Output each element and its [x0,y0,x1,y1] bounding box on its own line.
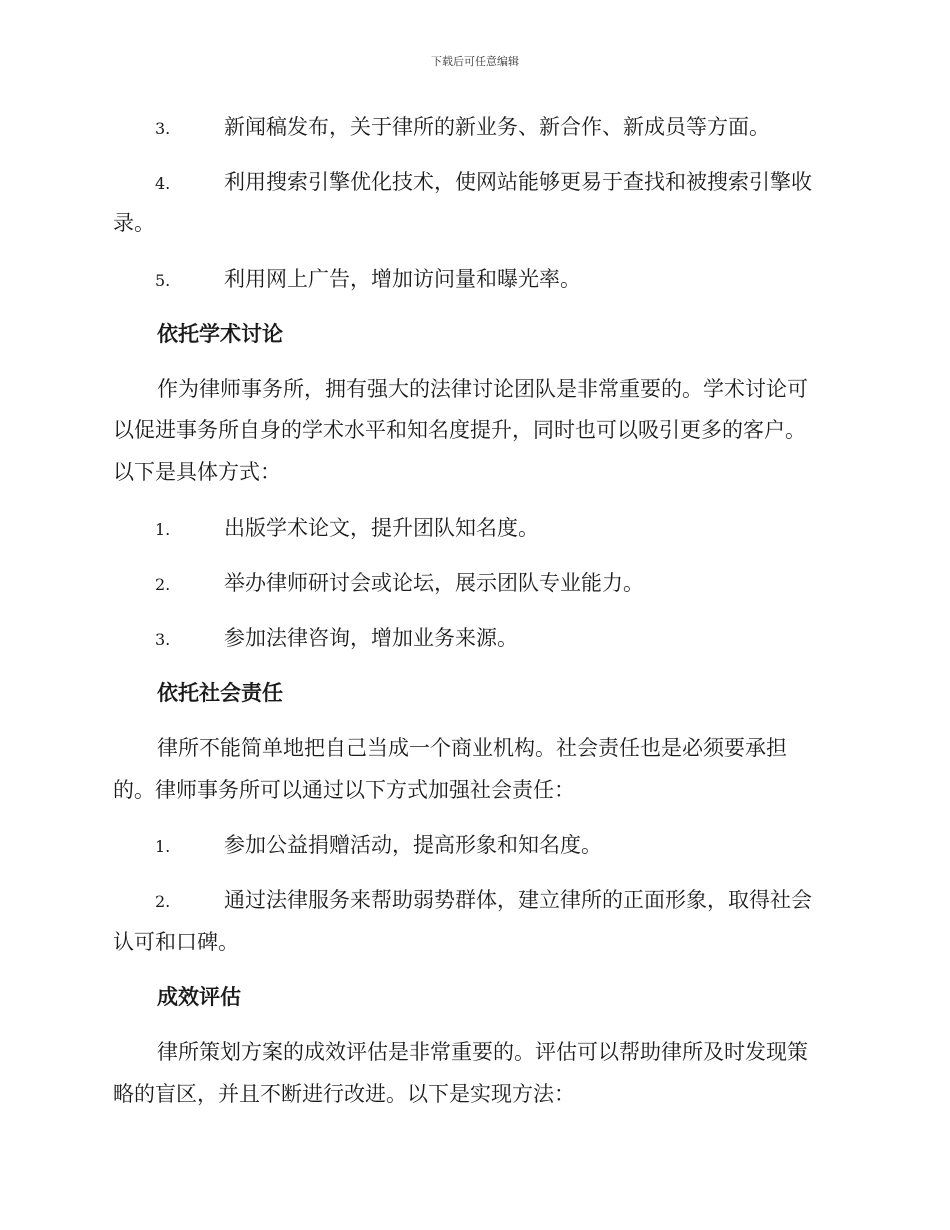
paragraph-line: 律所不能简单地把自己当成一个商业机构。社会责任也是必须要承担 [157,736,787,760]
list-text: 利用搜索引擎优化技术，使网站能够更易于查找和被搜索引擎收 [224,170,812,194]
section-heading-social: 依托社会责任 [157,681,283,705]
list-text: 利用网上广告，增加访问量和曝光率。 [224,267,581,291]
paragraph-line: 律所策划方案的成效评估是非常重要的。评估可以帮助律所及时发现策 [157,1040,808,1064]
list-text: 新闻稿发布，关于律所的新业务、新合作、新成员等方面。 [224,115,770,139]
list-item [0,886,950,914]
page-header: 下载后可任意编辑 [431,55,519,68]
list-item [0,113,950,141]
list-number: 2. [155,892,171,911]
section-heading-academic: 依托学术讨论 [157,322,283,346]
list-text: 参加公益捐赠活动，提高形象和知名度。 [224,833,602,857]
list-number: 4. [155,174,171,193]
list-number: 1. [155,520,171,539]
list-number: 5. [155,271,171,290]
list-item [0,514,950,542]
list-text: 出版学术论文，提升团队知名度。 [224,516,539,540]
list-item [0,569,950,597]
list-text: 举办律师研讨会或论坛，展示团队专业能力。 [224,571,644,595]
list-text-continuation: 认可和口碑。 [113,930,239,954]
list-number: 3. [155,119,171,138]
list-item [0,265,950,293]
list-text-continuation: 录。 [113,211,155,235]
paragraph-line: 的。律师事务所可以通过以下方式加强社会责任： [113,778,575,802]
section-heading-evaluation: 成效评估 [157,985,241,1009]
paragraph-line: 以促进事务所自身的学术水平和知名度提升，同时也可以吸引更多的客户。 [113,418,806,442]
list-item [0,624,950,652]
list-number: 2. [155,575,171,594]
list-item [0,168,950,196]
list-item [0,831,950,859]
paragraph-line: 以下是具体方式： [113,460,281,484]
list-text: 通过法律服务来帮助弱势群体，建立律所的正面形象，取得社会 [224,888,812,912]
list-number: 3. [155,630,171,649]
paragraph-line: 作为律师事务所，拥有强大的法律讨论团队是非常重要的。学术讨论可 [157,377,808,401]
list-number: 1. [155,837,171,856]
list-text: 参加法律咨询，增加业务来源。 [224,626,518,650]
paragraph-line: 略的盲区，并且不断进行改进。以下是实现方法： [113,1082,575,1106]
